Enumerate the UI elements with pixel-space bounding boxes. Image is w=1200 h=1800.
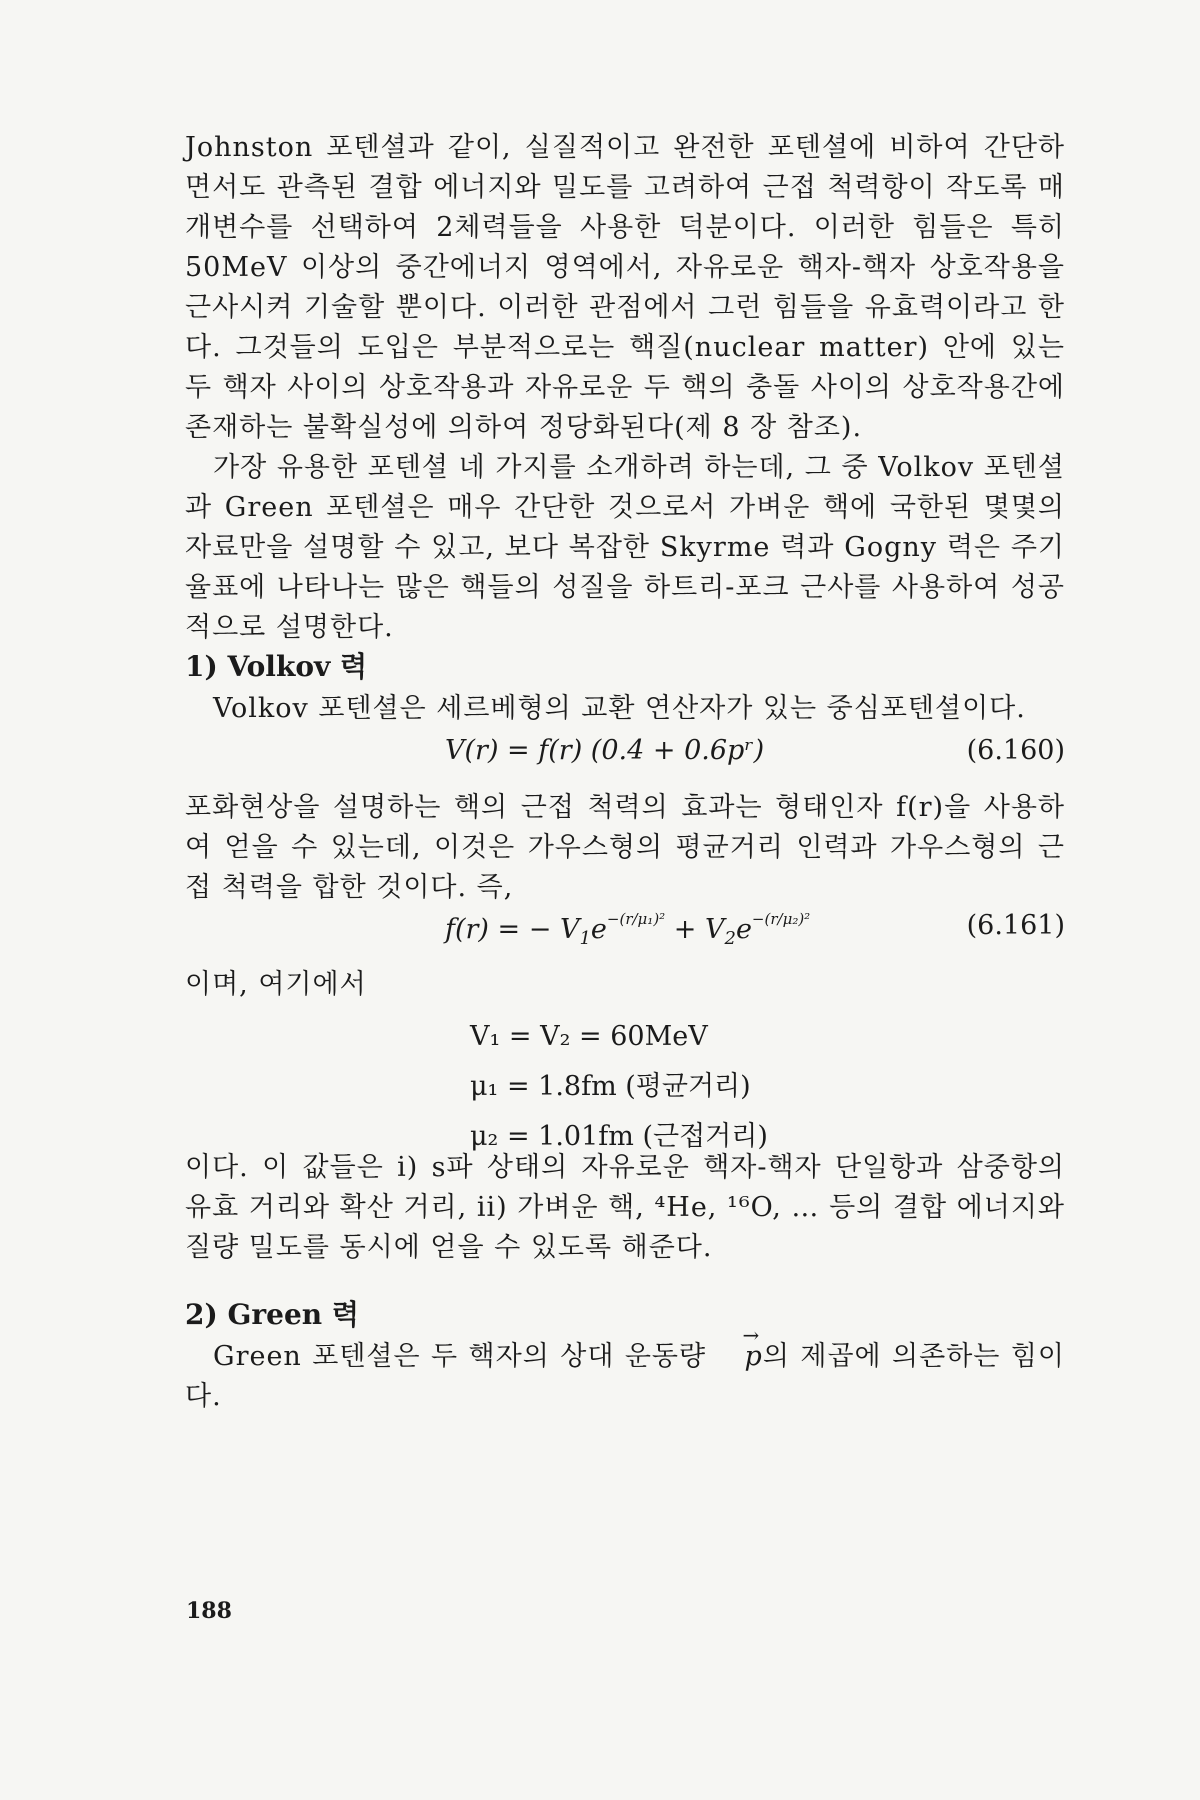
paragraph-values: [185, 1148, 1065, 1268]
definition-v: V₁ = V₂ = 60MeV: [470, 1021, 708, 1052]
paragraph-part: Green 포텐셜은 두 핵자의 상대 운동량: [213, 1341, 717, 1372]
paragraph-four-potentials: [185, 448, 1065, 648]
equation-part: f(r) = − V: [445, 914, 580, 945]
definition-mu1: μ₁ = 1.8fm (평균거리): [470, 1071, 751, 1102]
equation-exponent: −(r/μ₁)²: [606, 910, 666, 928]
equation-expression: [445, 910, 810, 949]
equation-6-160: [185, 735, 1065, 775]
equation-number: (6.161): [966, 910, 1065, 941]
paragraph-text: 이다. 이 값들은 i) s파 상태의 자유로운 핵자-핵자 단일항과 삼중항의 유효 거리와 확산 거리, ii) 가벼운 핵, ⁴He, ¹⁶O, … 등의 결합 에너지와 질량 밀도를 동시에 얻을 수 있도록 해준다.: [185, 1152, 1065, 1263]
paragraph-text: Volkov 포텐셜은 세르베형의 교환 연산자가 있는 중심포텐셜이다.: [213, 693, 1026, 724]
equation-6-161: [185, 910, 1065, 950]
paragraph-text: Johnston 포텐셜과 같이, 실질적이고 완전한 포텐셜에 비하여 간단하면서도 관측된 결합 에너지와 밀도를 고려하여 근접 척력항이 작도록 매개변수를 선택하여 2체력들을 사용한 덕분이다. 이러한 힘들은 특히 50MeV 이상의 중간에너지 영역에서, 자유로운 핵자-핵자 상호작용을 근사시켜 기술할 뿐이다. 이러한 관점에서 그런 힘들을 유효력이라고 한다. 그것들의 도입은 부분적으로는 핵질(nuclear matter) 안에 있는 두 핵자 사이의 상호작용과 자유로운 두 핵의 충돌 사이의 상호작용간에 존재하는 불확실성에 의하여 정당화된다(제 8 장 참조).: [185, 132, 1065, 443]
section-heading: 1) Volkov 력: [185, 650, 368, 683]
definition-mu2: μ₂ = 1.01fm (근접거리): [470, 1121, 768, 1152]
equation-part: + V: [665, 914, 725, 945]
equation-part: e: [590, 914, 607, 945]
paragraph-part: 의 제곱에 의존하는 힘이다.: [185, 1341, 1065, 1412]
paragraph-text: 이며, 여기에서: [185, 969, 367, 1000]
paragraph-text: 포화현상을 설명하는 핵의 근접 척력의 효과는 형태인자 f(r)을 사용하여 얻을 수 있는데, 이것은 가우스형의 평균거리 인력과 가우스형의 근접 척력을 합한 것이다. 즉,: [185, 792, 1065, 903]
equation-part: e: [735, 914, 752, 945]
equation-expression: V(r) = f(r) (0.4 + 0.6pʳ): [445, 735, 765, 766]
paragraph-effective-forces: [185, 128, 1065, 448]
equation-subscript: 1: [579, 928, 591, 949]
equation-subscript: 2: [724, 928, 736, 949]
parameter-definitions: [470, 1012, 768, 1162]
page-number: 188: [186, 1598, 232, 1624]
paragraph-text: [185, 1337, 1065, 1417]
section-volkov: [185, 647, 1065, 729]
paragraph-saturation: [185, 788, 1065, 908]
section-green: [185, 1295, 1065, 1417]
momentum-vector-symbol: → p: [717, 1337, 763, 1377]
section-heading: 2) Green 력: [185, 1298, 359, 1331]
paragraph-text: 가장 유용한 포텐셜 네 가지를 소개하려 하는데, 그 중 Volkov 포텐셜과 Green 포텐셜은 매우 간단한 것으로서 가벼운 핵에 국한된 몇몇의 자료만을 설명할 수 있고, 보다 복잡한 Skyrme 력과 Gogny 력은 주기율표에 나타나는 많은 핵들의 성질을 하트리-포크 근사를 사용하여 성공적으로 설명한다.: [185, 452, 1065, 643]
equation-exponent: −(r/μ₂)²: [751, 910, 811, 928]
paragraph-where: [185, 965, 1065, 1005]
equation-number: (6.160): [966, 735, 1065, 766]
